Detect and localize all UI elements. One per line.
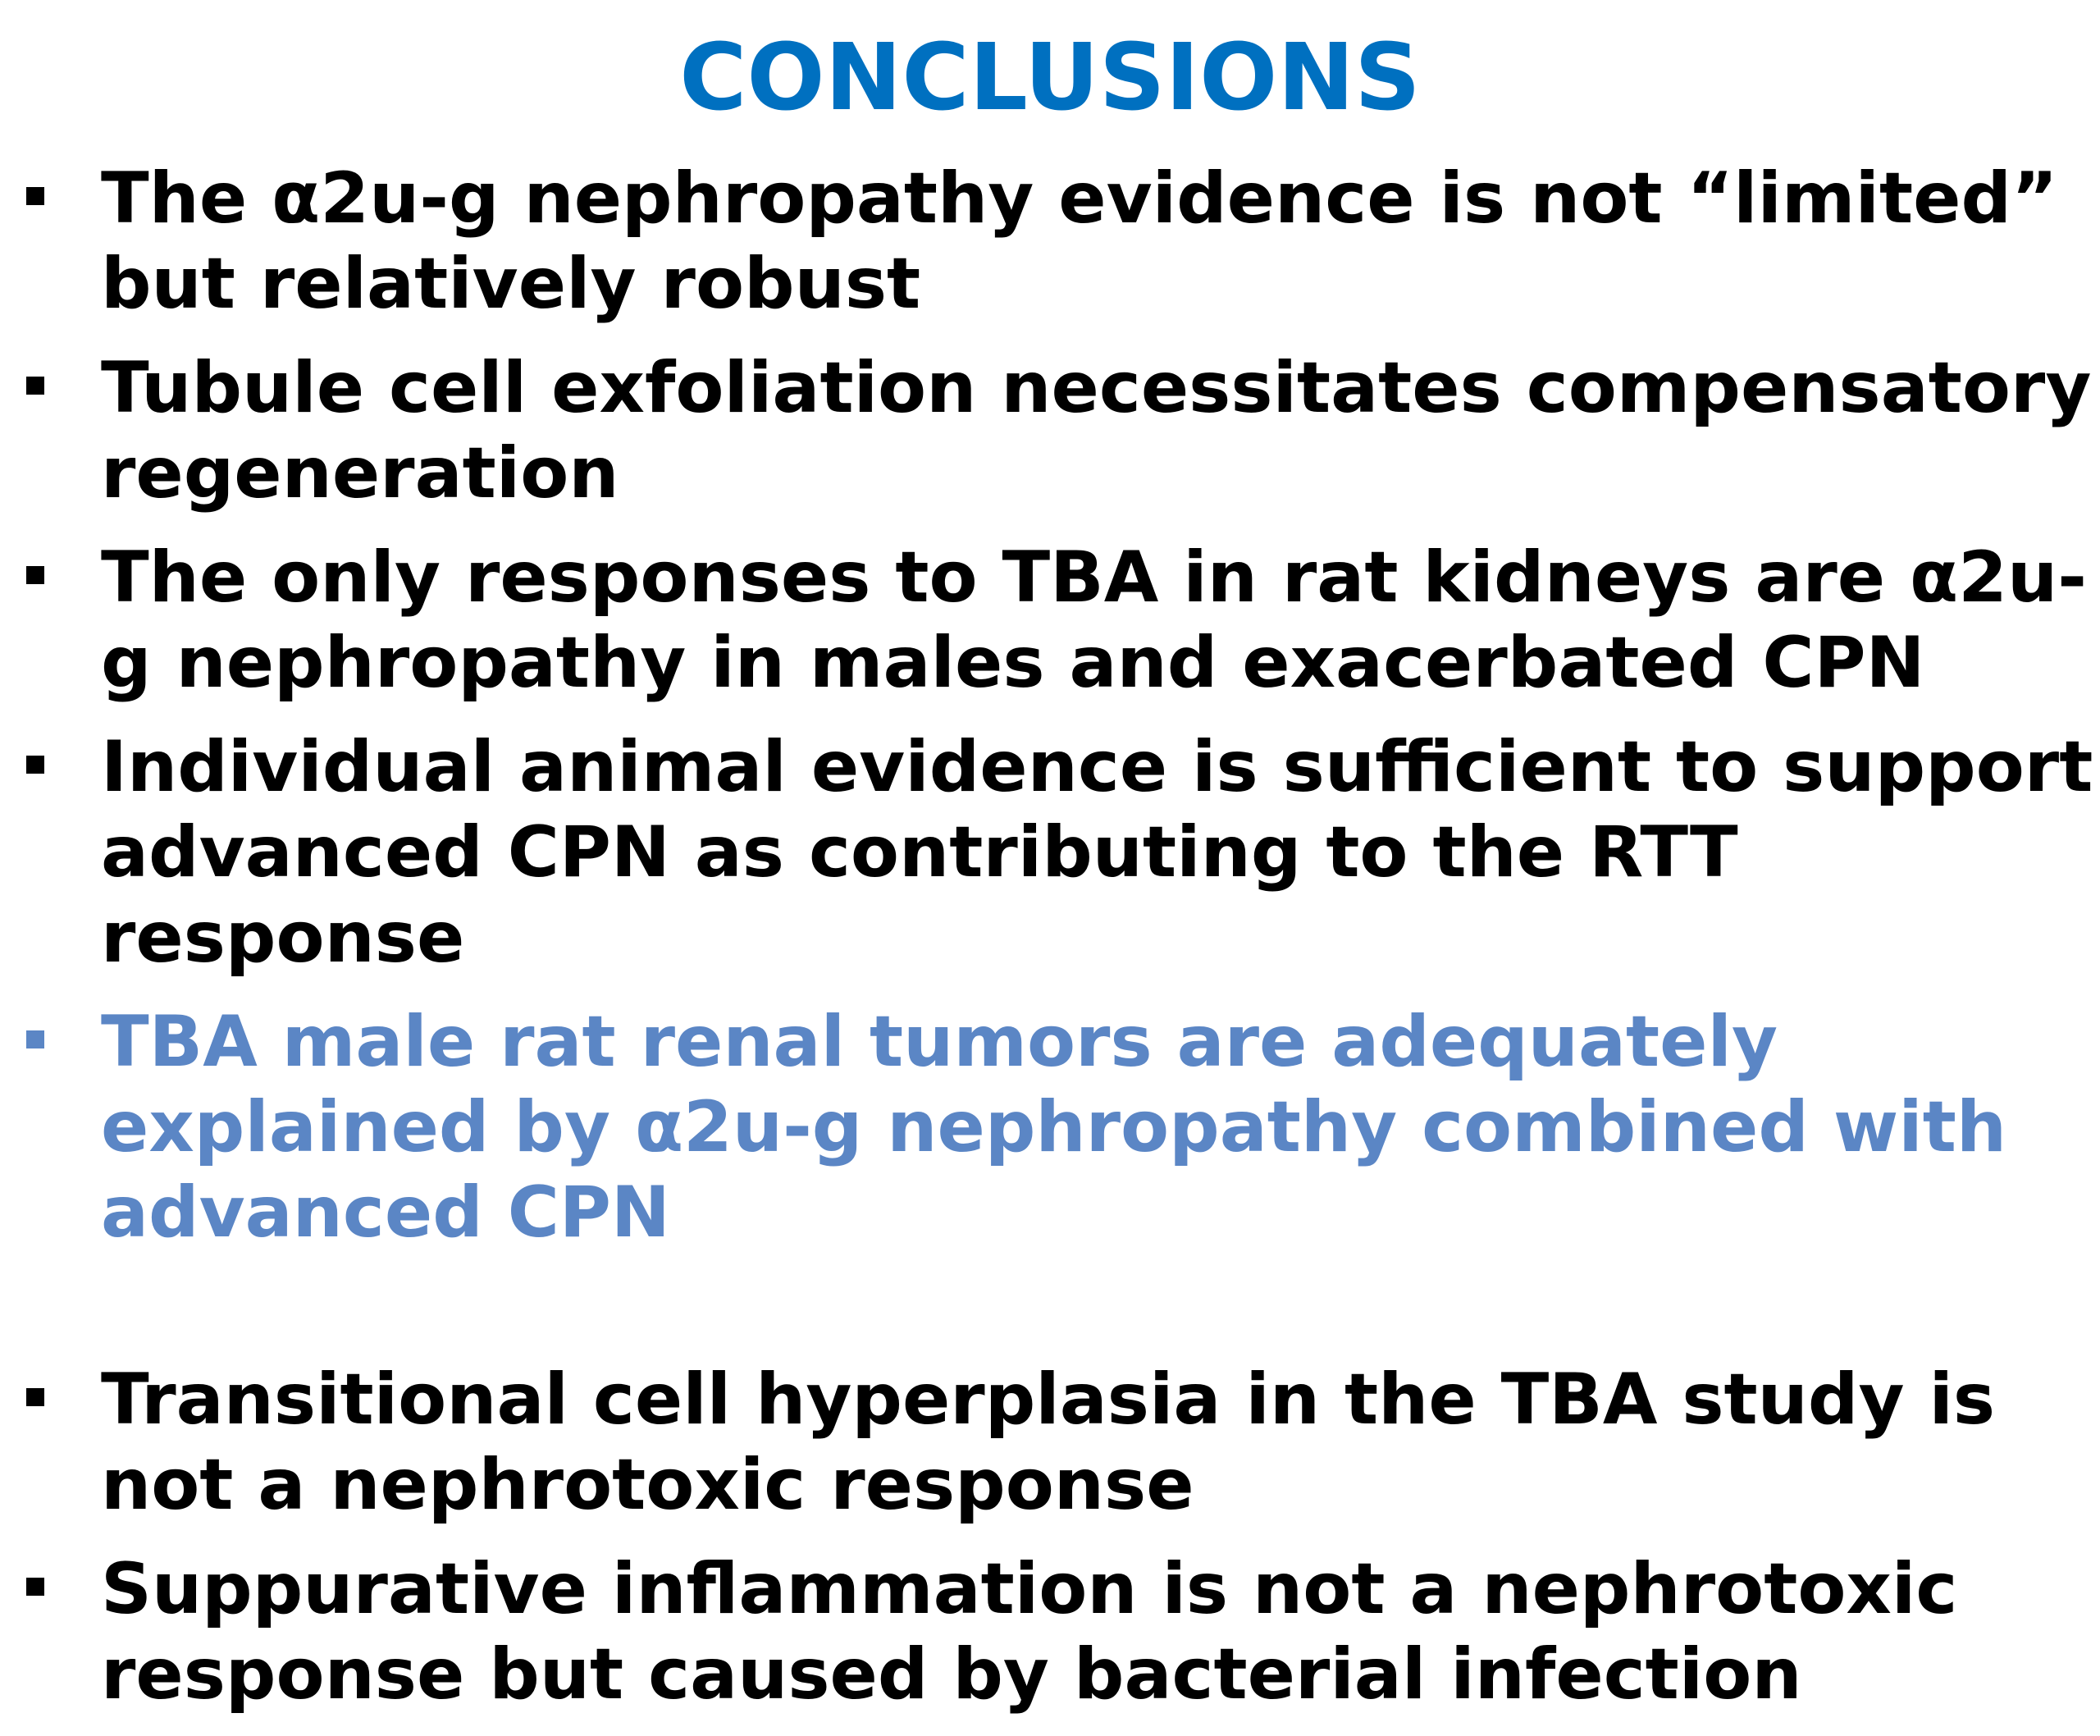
bullet-item bbox=[0, 345, 2094, 516]
bullet-item bbox=[0, 156, 2094, 327]
square-bullet-icon bbox=[26, 377, 44, 395]
bullet-item bbox=[0, 1357, 2094, 1528]
bullet-item bbox=[0, 1546, 2094, 1717]
bullet-item bbox=[0, 724, 2094, 980]
square-bullet-icon bbox=[26, 756, 44, 774]
bullet-text: Tubule cell exfoliation necessitates compensatory regeneration bbox=[101, 347, 2092, 514]
bullet-text: The only responses to TBA in rat kidneys are α2u-g nephropathy in males and exacerbated CPN bbox=[101, 537, 2087, 704]
bullet-text: The α2u-g nephropathy evidence is not “limited” but relatively robust bbox=[101, 158, 2058, 325]
bullet-text: Suppurative inflammation is not a nephrotoxic response but caused by bacterial infection bbox=[101, 1548, 1958, 1715]
bullet-item bbox=[0, 535, 2094, 706]
bullet-item-highlighted bbox=[0, 999, 2094, 1255]
bullet-text: Individual animal evidence is sufficient to support advanced CPN as contributing to the RTT response bbox=[101, 726, 2093, 979]
bullet-text: Transitional cell hyperplasia in the TBA study is not a nephrotoxic response bbox=[101, 1359, 1996, 1526]
square-bullet-icon bbox=[26, 566, 44, 584]
square-bullet-icon bbox=[26, 1030, 44, 1048]
bullet-text: TBA male rat renal tumors are adequately explained by α2u-g nephropathy combined with advanced CPN bbox=[101, 1001, 2007, 1254]
square-bullet-icon bbox=[26, 1578, 44, 1596]
square-bullet-icon bbox=[26, 187, 44, 205]
square-bullet-icon bbox=[26, 1388, 44, 1406]
conclusions-list bbox=[0, 156, 2100, 1736]
slide-title: CONCLUSIONS bbox=[679, 25, 1421, 131]
